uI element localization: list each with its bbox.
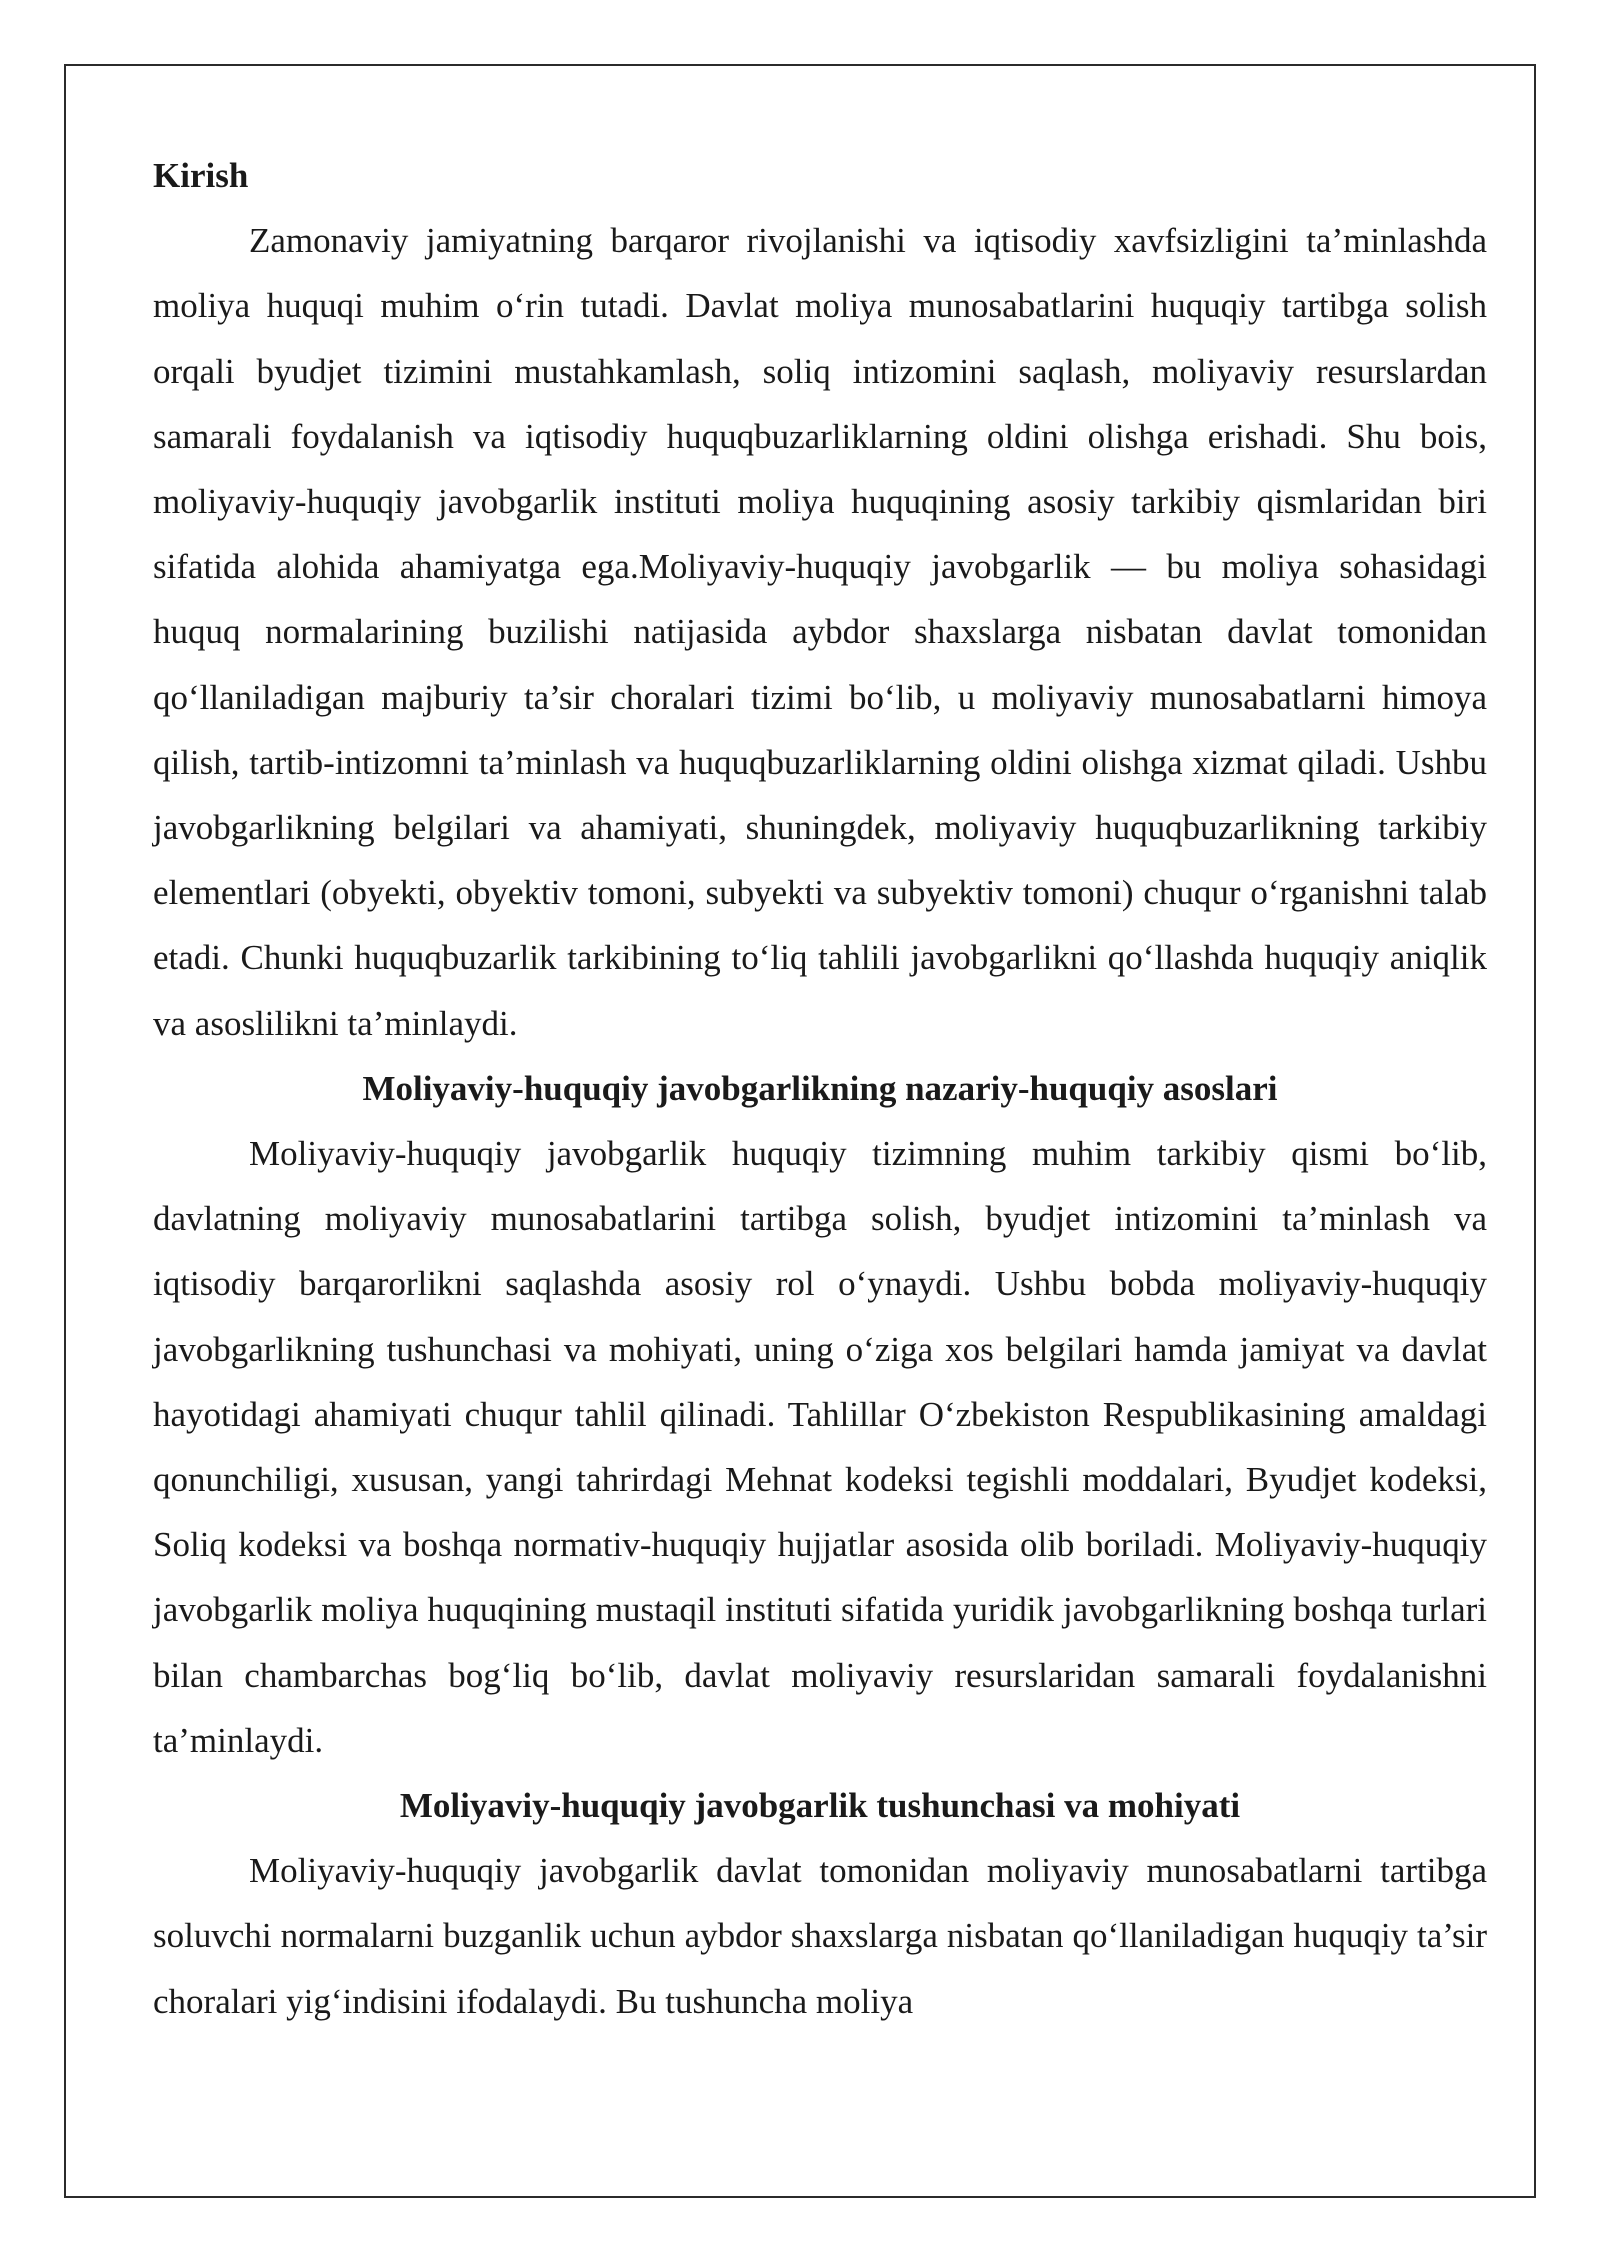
section-paragraph-theoretical-foundations: Moliyaviy-huquqiy javobgarlik huquqiy tizimning muhim tarkibiy qismi bo‘lib, davlatning moliyaviy munosabatlarini tartibga solish, byudjet intizomini ta’minlash va iqtisodiy barqarorlikni saqlashda asosiy rol o‘ynaydi. Ushbu bobda moliyaviy-huquqiy javobgarlikning tushunchasi va mohiyati, uning o‘ziga xos belgilari hamda jamiyat va davlat hayotidagi ahamiyati chuqur tahlil qilinadi. Tahlillar O‘zbekiston Respublikasining amaldagi qonunchiligi, xususan, yangi tahrirdagi Mehnat kodeksi tegishli moddalari, Byudjet kodeksi, Soliq kodeksi va boshqa normativ-huquqiy hujjatlar asosida olib boriladi. Moliyaviy-huquqiy javobgarlik moliya huquqining mustaqil instituti sifatida yuridik javobgarlikning boshqa turlari bilan chambarchas bog‘liq bo‘lib, davlat moliyaviy resurslaridan samarali foydalanishni ta’minlaydi. [153,1134,1487,1760]
section-heading-concept-essence: Moliyaviy-huquqiy javobgarlik tushunchasi va mohiyati [399,1786,1241,1826]
document-body [153,143,1487,2034]
intro-heading: Kirish [153,156,249,195]
intro-paragraph: Zamonaviy jamiyatning barqaror rivojlanishi va iqtisodiy xavfsizligini ta’minlashda moliya huquqi muhim o‘rin tutadi. Davlat moliya munosabatlarini huquqiy tartibga solish orqali byudjet tizimini mustahkamlash, soliq intizomini saqlash, moliyaviy resurslardan samarali foydalanish va iqtisodiy huquqbuzarliklarning oldini olishga erishadi. Shu bois, moliyaviy-huquqiy javobgarlik instituti moliya huquqining asosiy tarkibiy qismlaridan biri sifatida alohida ahamiyatga ega.Moliyaviy-huquqiy javobgarlik — bu moliya sohasidagi huquq normalarining buzilishi natijasida aybdor shaxslarga nisbatan davlat tomonidan qo‘llaniladigan majburiy ta’sir choralari tizimi bo‘lib, u moliyaviy munosabatlarni himoya qilish, tartib-intizomni ta’minlash va huquqbuzarliklarning oldini olishga xizmat qiladi. Ushbu javobgarlikning belgilari va ahamiyati, shuningdek, moliyaviy huquqbuzarlikning tarkibiy elementlari (obyekti, obyektiv tomoni, subyekti va subyektiv tomoni) chuqur o‘rganishni talab etadi. Chunki huquqbuzarlik tarkibining to‘liq tahlili javobgarlikni qo‘llashda huquqiy aniqlik va asoslilikni ta’minlaydi. [153,221,1487,1043]
section-heading-theoretical-foundations: Moliyaviy-huquqiy javobgarlikning nazariy-huquqiy asoslari [362,1068,1278,1108]
section-paragraph-concept-essence: Moliyaviy-huquqiy javobgarlik davlat tomonidan moliyaviy munosabatlarni tartibga soluvchi normalarni buzganlik uchun aybdor shaxslarga nisbatan qo‘llaniladigan huquqiy ta’sir choralari yig‘indisini ifodalaydi. Bu tushuncha moliya [153,1851,1487,2021]
